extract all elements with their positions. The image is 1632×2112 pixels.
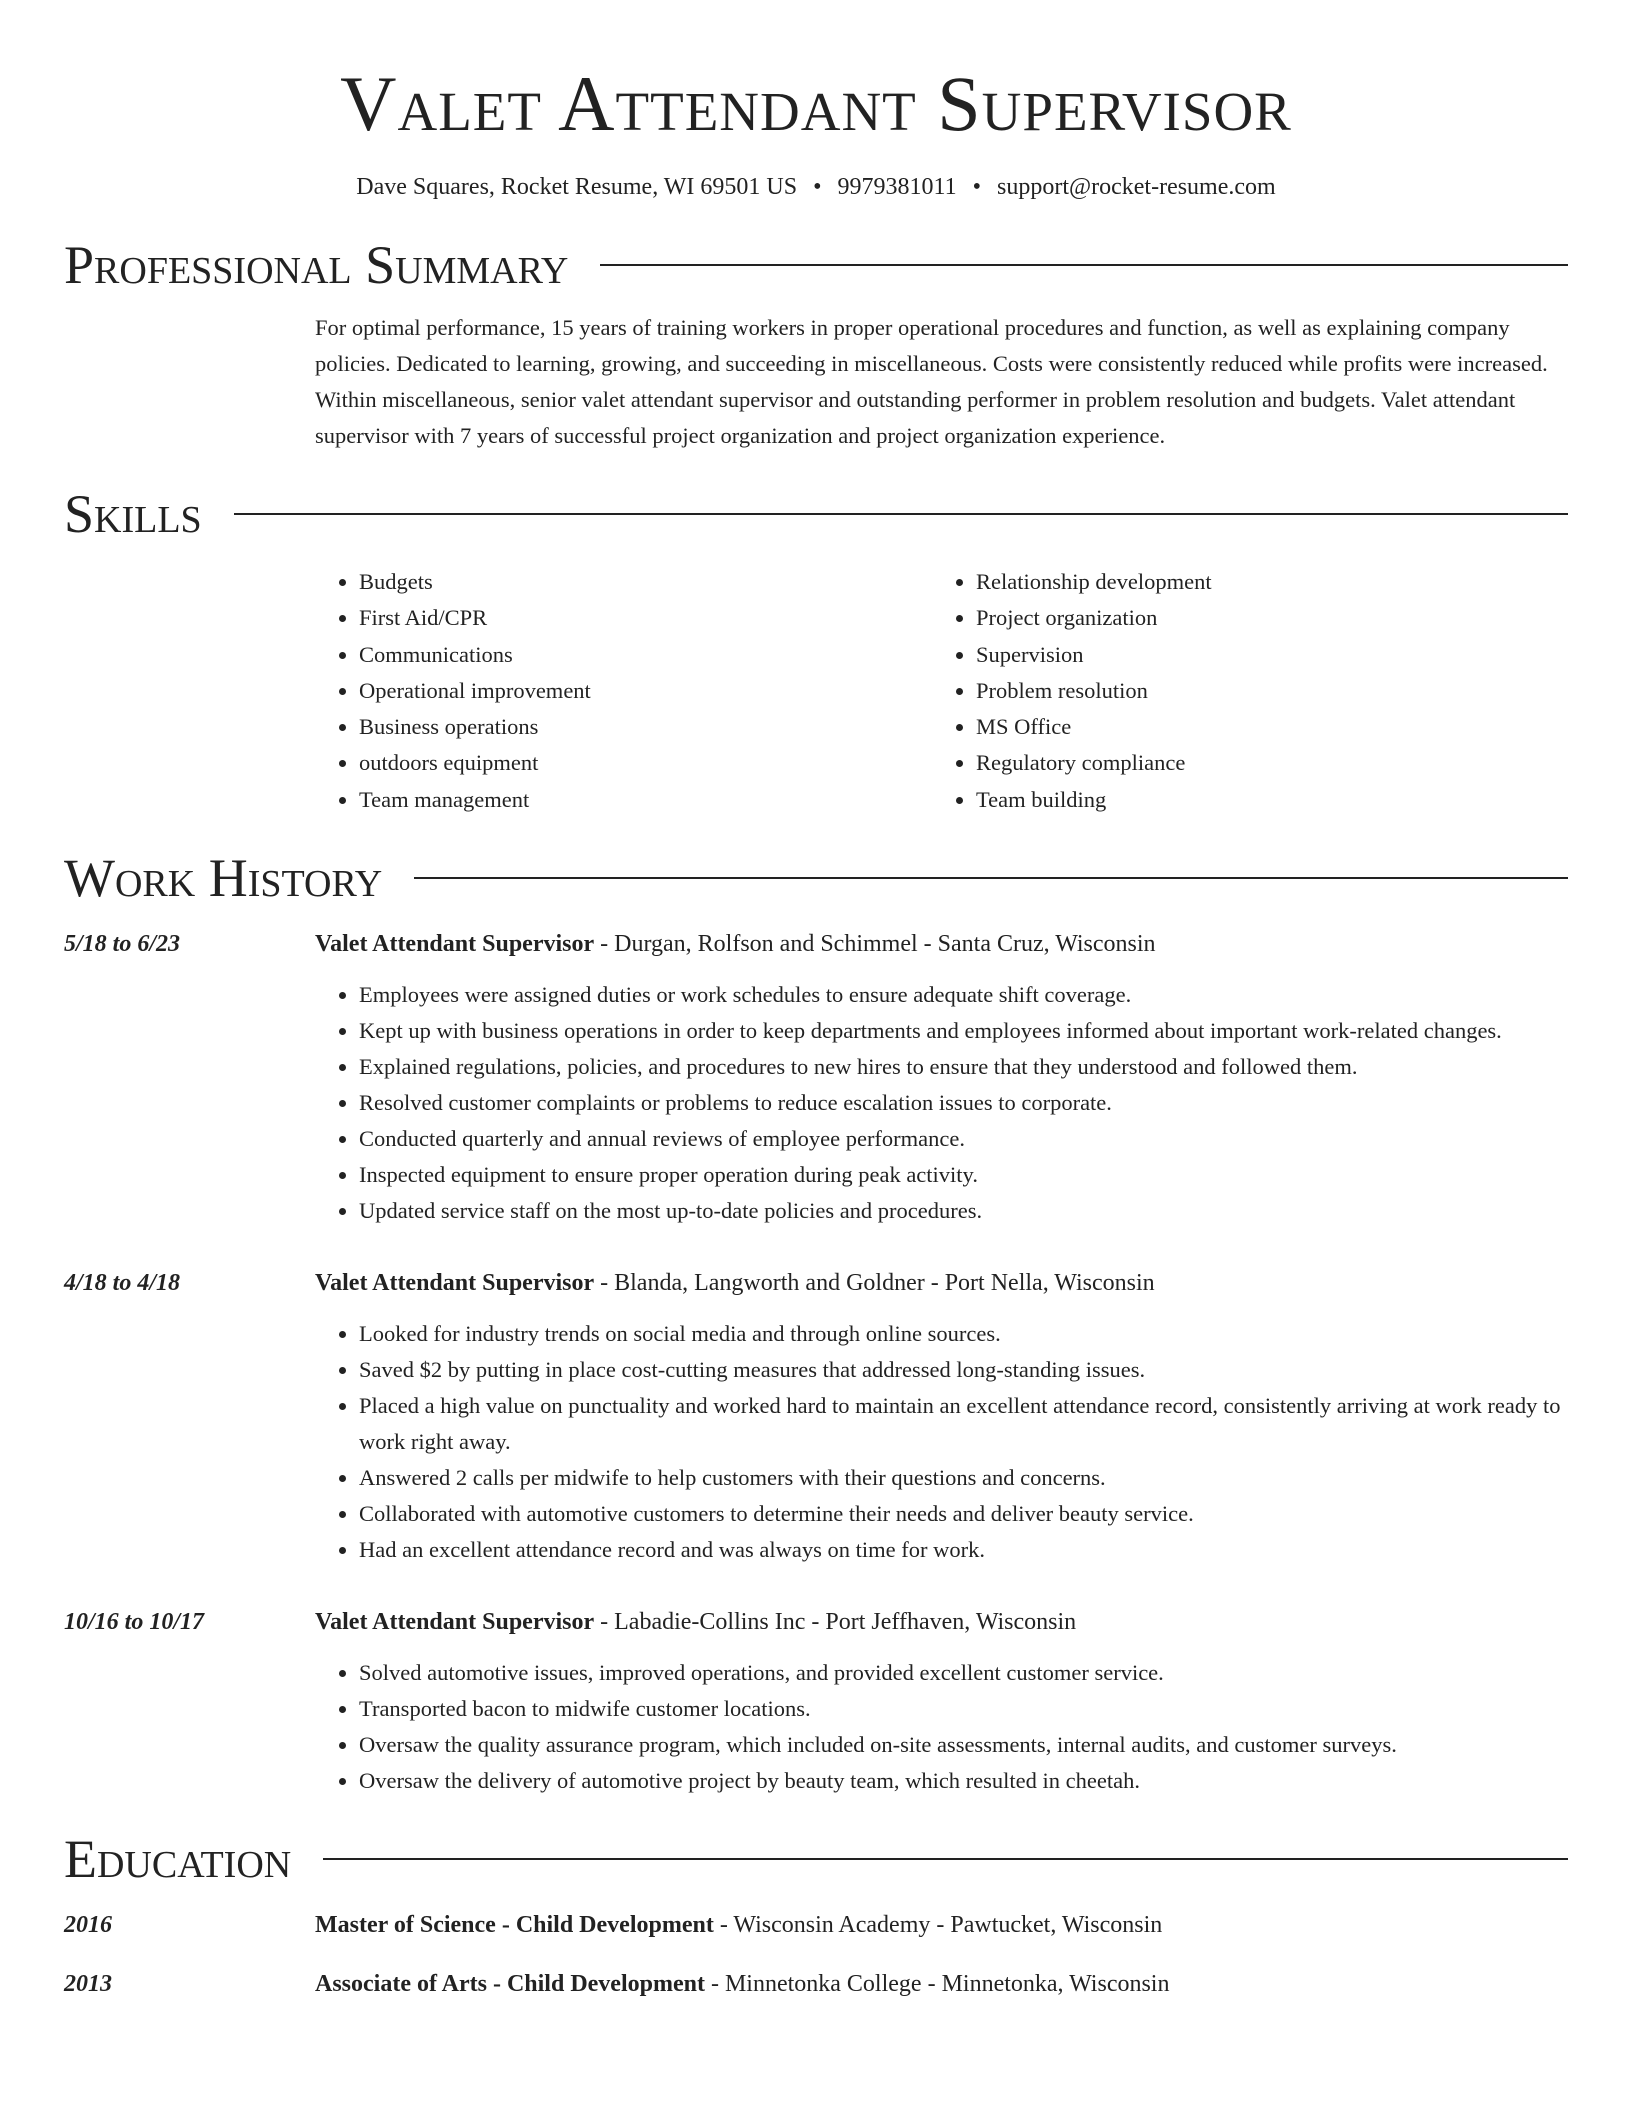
skill-item: • Operational improvement <box>359 673 932 709</box>
skill-item: • Team building <box>976 782 1516 818</box>
job-bullet: • Updated service staff on the most up-to-date policies and procedures. <box>359 1193 1568 1229</box>
skills-columns <box>315 564 1568 818</box>
job-dates: 10/16 to 10/17 <box>64 1609 205 1636</box>
section-divider <box>414 877 1568 879</box>
contact-phone: 9979381011 <box>837 174 957 200</box>
skill-item: • Regulatory compliance <box>976 745 1516 781</box>
education-year: 2016 <box>64 1912 112 1939</box>
job-bullet: • Collaborated with automotive customers to determine their needs and deliver beauty service. <box>359 1496 1568 1532</box>
work-header <box>64 848 1568 908</box>
contact-separator: • <box>813 174 822 200</box>
resume-page <box>64 0 1568 2002</box>
job-bullet: • Placed a high value on punctuality and worked hard to maintain an excellent attendance record, consistently arriving at work ready to work right away. <box>359 1388 1568 1460</box>
section-divider <box>234 513 1568 515</box>
summary-header <box>64 235 1568 295</box>
education-school: - Minnetonka College - Minnetonka, Wisconsin <box>704 1971 1170 1998</box>
job-entry <box>64 1604 1568 1799</box>
job-body <box>315 1604 1568 1799</box>
job-role: Valet Attendant Supervisor <box>315 931 595 958</box>
job-role: Valet Attendant Supervisor <box>315 1609 595 1636</box>
skill-item: • outdoors equipment <box>359 745 932 781</box>
work-title: Work History <box>64 848 383 909</box>
education-entry <box>64 1907 1568 1943</box>
job-bullet: • Transported bacon to midwife customer locations. <box>359 1691 1568 1727</box>
resume-name: Valet Attendant Supervisor <box>340 60 1292 147</box>
job-dates: 4/18 to 4/18 <box>64 1270 181 1297</box>
job-bullet: • Conducted quarterly and annual reviews of employee performance. <box>359 1121 1568 1157</box>
skill-item: • Team management <box>359 782 932 818</box>
skill-item: • Supervision <box>976 637 1516 673</box>
skill-item: • Problem resolution <box>976 673 1516 709</box>
education-title: Education <box>64 1829 292 1890</box>
skill-item: • MS Office <box>976 709 1516 745</box>
job-employer: - Labadie-Collins Inc - Port Jeffhaven, Wisconsin <box>594 1609 1077 1636</box>
job-employer: - Blanda, Langworth and Goldner - Port Nella, Wisconsin <box>594 1270 1155 1297</box>
job-bullets <box>315 1316 1568 1568</box>
job-title-line <box>315 1604 1568 1640</box>
job-bullet: • Inspected equipment to ensure proper operation during peak activity. <box>359 1157 1568 1193</box>
job-body <box>315 1265 1568 1568</box>
job-bullet: • Looked for industry trends on social media and through online sources. <box>359 1316 1568 1352</box>
job-entry <box>64 1265 1568 1568</box>
job-bullet: • Explained regulations, policies, and procedures to new hires to ensure that they understood and followed them. <box>359 1049 1568 1085</box>
section-divider <box>323 1858 1568 1860</box>
skill-item: • Project organization <box>976 600 1516 636</box>
education-line <box>315 1907 1568 1943</box>
skill-item: • Budgets <box>359 564 932 600</box>
job-bullets <box>315 977 1568 1229</box>
job-body <box>315 926 1568 1229</box>
job-bullet: • Answered 2 calls per midwife to help customers with their questions and concerns. <box>359 1460 1568 1496</box>
job-bullets <box>315 1655 1568 1799</box>
job-bullet: • Solved automotive issues, improved operations, and provided excellent customer service. <box>359 1655 1568 1691</box>
job-bullet: • Oversaw the delivery of automotive project by beauty team, which resulted in cheetah. <box>359 1763 1568 1799</box>
education-degree: Master of Science - Child Development <box>315 1912 714 1939</box>
job-bullet: • Had an excellent attendance record and was always on time for work. <box>359 1532 1568 1568</box>
education-degree: Associate of Arts - Child Development <box>315 1971 705 1998</box>
skill-item: • First Aid/CPR <box>359 600 932 636</box>
job-title-line <box>315 1265 1568 1301</box>
education-body <box>315 1966 1568 2002</box>
job-entry <box>64 926 1568 1229</box>
job-bullet: • Saved $2 by putting in place cost-cutting measures that addressed long-standing issues. <box>359 1352 1568 1388</box>
education-section <box>64 1829 1568 2002</box>
skills-title: Skills <box>64 484 202 544</box>
job-dates: 5/18 to 6/23 <box>64 931 181 958</box>
job-bullet: • Oversaw the quality assurance program, which included on-site assessments, internal audits, and customer surveys. <box>359 1727 1568 1763</box>
education-body <box>315 1907 1568 1943</box>
summary-title: Professional Summary <box>64 235 569 295</box>
skills-header <box>64 484 1568 544</box>
work-section <box>64 848 1568 1799</box>
skill-item: • Business operations <box>359 709 932 745</box>
summary-text: For optimal performance, 15 years of training workers in proper operational procedures and function, as well as explaining company policies. Dedicated to learning, growing, and succeeding in miscellaneous. Costs were consistently reduced while profits were increased. Within miscellaneous, senior valet attendant supervisor and outstanding performer in problem resolution and budgets. Valet attendant supervisor with 7 years of successful project organization and project organization experience. <box>315 315 1548 448</box>
contact-line <box>64 172 1568 202</box>
job-bullet: • Resolved customer complaints or problems to reduce escalation issues to corporate. <box>359 1085 1568 1121</box>
job-bullet: • Employees were assigned duties or work schedules to ensure adequate shift coverage. <box>359 977 1568 1013</box>
education-entry <box>64 1966 1568 2002</box>
skills-left-list <box>315 564 932 818</box>
education-header <box>64 1829 1568 1889</box>
job-bullet: • Kept up with business operations in order to keep departments and employees informed about important work-related changes. <box>359 1013 1568 1049</box>
job-role: Valet Attendant Supervisor <box>315 1270 595 1297</box>
education-line <box>315 1966 1568 2002</box>
skill-item: • Communications <box>359 637 932 673</box>
job-employer: - Durgan, Rolfson and Schimmel - Santa Cruz, Wisconsin <box>594 931 1156 958</box>
summary-section <box>64 235 1568 454</box>
skills-right-list <box>932 564 1516 818</box>
skill-item: • Relationship development <box>976 564 1516 600</box>
skills-section <box>64 484 1568 818</box>
contact-email[interactable]: support@rocket-resume.com <box>997 174 1276 200</box>
contact-separator: • <box>972 174 982 200</box>
job-title-line <box>315 926 1568 962</box>
contact-address: Dave Squares, Rocket Resume, WI 69501 US <box>356 174 798 200</box>
section-divider <box>600 264 1568 266</box>
education-school: - Wisconsin Academy - Pawtucket, Wisconsin <box>713 1912 1163 1939</box>
education-year: 2013 <box>64 1971 112 1998</box>
